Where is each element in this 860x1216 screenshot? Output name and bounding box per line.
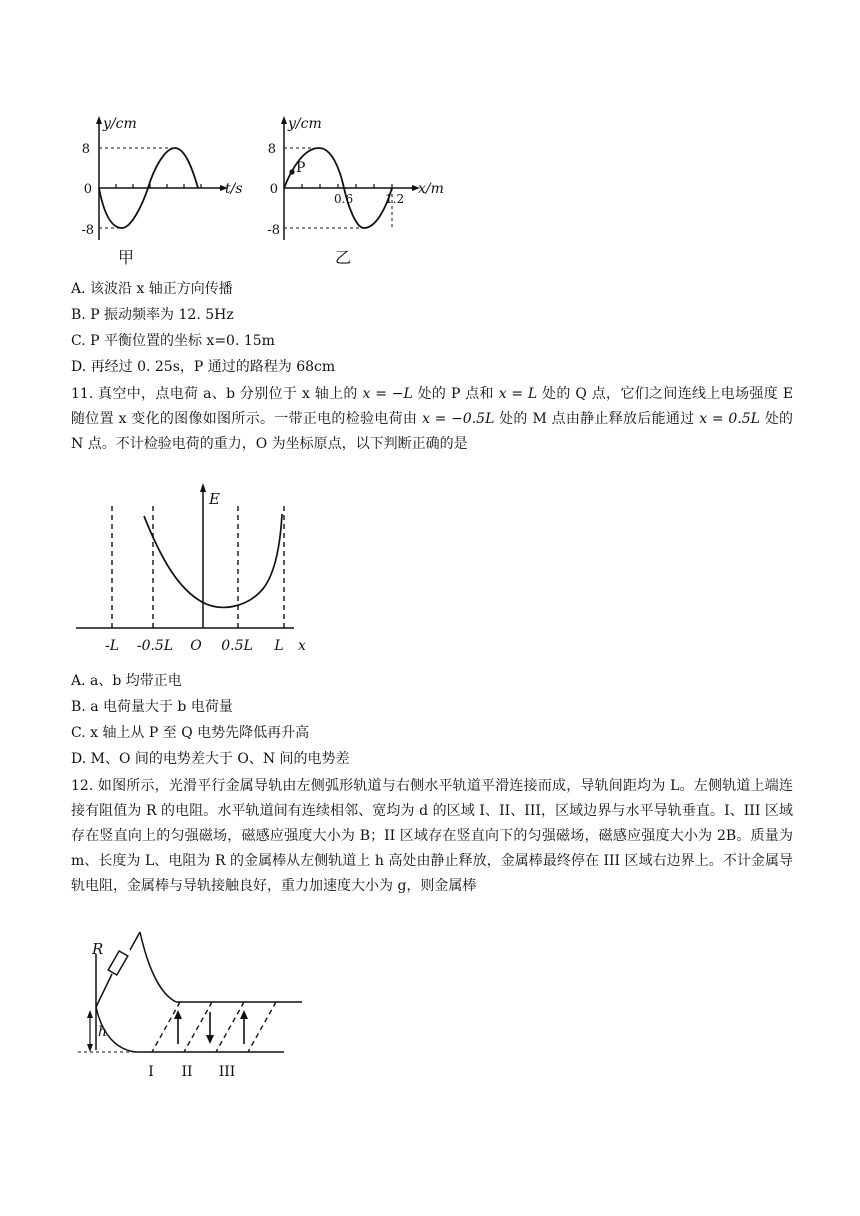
e-axis-label: E (209, 490, 220, 508)
e-x-axis-label: x (298, 638, 306, 654)
yi-y-min: -8 (267, 223, 280, 238)
q11-option-d: D. M、O 间的电势差大于 O、N 间的电势差 (71, 751, 350, 767)
q11-math-4: x = 0.5L (699, 411, 760, 427)
e-y-arrow (200, 483, 206, 492)
yi-point-p-label: P (296, 160, 306, 176)
e-dashed-asymptotes (112, 506, 284, 628)
jia-y-min: -8 (81, 223, 94, 238)
jia-caption: 甲 (118, 248, 135, 267)
region-label-i: I (148, 1064, 154, 1080)
yi-y-arrow (281, 116, 287, 124)
figure-yi-wave-graph (256, 110, 456, 270)
yi-y-zero: 0 (269, 182, 278, 197)
jia-y-max: 8 (81, 142, 90, 157)
yi-x-label: x/m (418, 181, 444, 197)
e-tick-o: O (190, 638, 202, 654)
field-arrows (174, 1010, 248, 1044)
region-boundaries (152, 1002, 276, 1052)
q11-option-c: C. x 轴上从 P 至 Q 电势先降低再升高 (71, 725, 310, 741)
q11-text-4: 处的 M 点由静止释放后能通过 (499, 411, 695, 427)
height-label: h (98, 1024, 108, 1040)
jia-t-label: t/s (225, 181, 243, 197)
e-tick-neg-l: -L (104, 638, 120, 654)
h-arrow-up (87, 1010, 93, 1018)
q10-option-a: A. 该波沿 x 轴正方向传播 (71, 281, 233, 297)
q11-math-2: x = L (498, 386, 538, 402)
q11-text-5: 处的 N 点。不计检验电荷的重力，O 为坐标原点，以下判断正确的是 (71, 411, 793, 452)
jia-y-label: y/cm (103, 116, 137, 132)
resistor-label: R (92, 940, 104, 958)
jia-y-arrow (96, 116, 102, 124)
figure-e-x-graph (72, 478, 322, 658)
figure-jia-vibration-graph (70, 110, 260, 270)
q10-option-b: B. P 振动频率为 12. 5Hz (71, 307, 234, 323)
q11-math-3: x = −0.5L (421, 411, 495, 427)
q11-text-3: 处的 Q 点，它们之间连线上电场强度 E 随位置 x 变化的图像如图所示。一带正电的检验电荷由 (71, 386, 794, 427)
q12-stem: 12. 如图所示，光滑平行金属导轨由左侧弧形轨道与右侧水平轨道平滑连接而成，导轨间距均为 L。左侧轨道上端连接有阻值为 R 的电阻。水平轨道间有连续相邻、宽均为 d 的区域 I、II、III，区域边界与水平导轨垂直。I、III 区域存在竖直向上的匀强磁场，磁感应强度大小为 B；II 区域存在竖直向下的匀强磁场，磁感应强度大小为 2B。质量为 m、长度为 L、电阻为 R 的金属棒从左侧轨道上 h 高处由静止释放，金属棒最终停在 III 区域右边界上。不计金属导轨电阻，金属棒与导轨接触良好，重力加速度大小为 g，则金属棒 (71, 778, 793, 894)
q11-stem (71, 382, 793, 457)
q11-option-b: B. a 电荷量大于 b 电荷量 (71, 699, 233, 715)
e-curve (144, 514, 282, 607)
jia-y-zero: 0 (83, 182, 92, 197)
region-label-iii: III (218, 1064, 236, 1080)
q11-text-1: 11. 真空中，点电荷 a、b 分别位于 x 轴上的 (71, 386, 358, 402)
h-arrow-down (87, 1044, 93, 1052)
e-tick-neg-half-l: -0.5L (136, 638, 174, 654)
yi-caption: 乙 (335, 248, 352, 267)
q10-option-c: C. P 平衡位置的坐标 x=0. 15m (71, 333, 275, 349)
yi-y-max: 8 (267, 142, 276, 157)
e-tick-half-l: 0.5L (221, 638, 253, 654)
q11-option-a: A. a、b 均带正电 (71, 673, 182, 689)
q11-text-2: 处的 P 点和 (417, 386, 494, 402)
q10-option-d: D. 再经过 0. 25s，P 通过的路程为 68cm (71, 359, 336, 375)
yi-tick-1-2: 1.2 (385, 192, 405, 206)
yi-y-label: y/cm (288, 116, 322, 132)
q11-math-1: x = −L (362, 386, 413, 402)
region-label-ii: II (181, 1064, 193, 1080)
figure-rail-diagram (72, 922, 312, 1082)
rail-upper-curve (140, 932, 176, 1002)
yi-tick-0-6: 0.6 (334, 192, 354, 206)
resistor (108, 951, 128, 975)
e-tick-l: L (274, 638, 284, 654)
yi-point-p (289, 169, 294, 174)
